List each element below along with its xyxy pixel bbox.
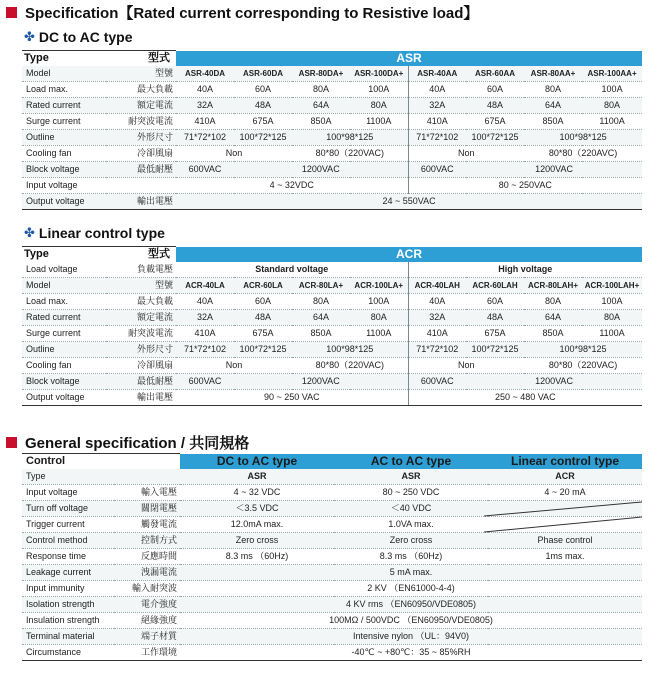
model-cell: ACR-80LAH+ — [524, 278, 582, 294]
table-cell — [106, 178, 176, 194]
table-cell: Circumstance — [22, 645, 114, 661]
table-row — [22, 597, 642, 613]
table-cell: Block voltage — [22, 162, 106, 178]
model-cell: ACR-80LA+ — [292, 278, 350, 294]
table-cell: ＜40 VDC — [334, 501, 488, 517]
table-row — [22, 454, 642, 470]
table-cell: Trigger current — [22, 517, 114, 533]
col-header-dc-ac: DC to AC type — [180, 454, 334, 470]
table-cell: 48A — [466, 310, 524, 326]
table-row — [22, 517, 642, 533]
table-row — [22, 565, 642, 581]
table-cell: 100A — [350, 82, 408, 98]
table-cell: 4 ~ 32 VDC — [180, 485, 334, 501]
table-cell: 80A — [524, 294, 582, 310]
model-cell: ASR-100AA+ — [582, 66, 642, 82]
table-row — [22, 262, 642, 278]
table-cell — [488, 501, 642, 517]
table-cell: 850A — [524, 114, 582, 130]
table-row — [22, 629, 642, 645]
table-cell: Load voltage — [22, 262, 106, 278]
table-row — [22, 469, 642, 485]
table-cell: 100*72*125 — [234, 130, 292, 146]
table-cell: Surge current — [22, 326, 106, 342]
table-cell: 80*80（220AVC) — [524, 146, 642, 162]
linear-title — [24, 225, 165, 241]
table-cell: Phase control — [488, 533, 642, 549]
table-row — [22, 310, 642, 326]
table-cell: 輸入電壓 — [114, 485, 180, 501]
table-cell: 410A — [176, 114, 234, 130]
table-cell: 80A — [524, 82, 582, 98]
table-cell: Non — [176, 358, 292, 374]
table-cell: 850A — [292, 326, 350, 342]
table-cell: 675A — [234, 114, 292, 130]
table-cell: 40A — [176, 82, 234, 98]
table-cell: 64A — [524, 98, 582, 114]
table-cell: 80 ~ 250 VDC — [334, 485, 488, 501]
table-cell: 外形尺寸 — [106, 342, 176, 358]
spec-heading — [6, 2, 478, 23]
table-row — [22, 342, 642, 358]
table-cell: Zero cross — [180, 533, 334, 549]
table-cell: Load max. — [22, 294, 106, 310]
table-row — [22, 162, 642, 178]
clover-bullet-icon: ✤ — [24, 29, 35, 44]
red-square-icon — [6, 437, 17, 448]
table-cell: 250 ~ 480 VAC — [408, 390, 642, 406]
table-cell: 型號 — [106, 278, 176, 294]
table-cell: 8.3 ms （60Hz) — [334, 549, 488, 565]
table-row — [22, 278, 642, 294]
table-cell: 24 ~ 550VAC — [176, 194, 642, 210]
table-row — [22, 533, 642, 549]
table-cell: Outline — [22, 342, 106, 358]
table-cell: Terminal material — [22, 629, 114, 645]
table-cell: 850A — [292, 114, 350, 130]
model-cell: ACR-60LA — [234, 278, 292, 294]
label-text: 型式 — [148, 52, 171, 64]
col-header-ac-ac: AC to AC type — [334, 454, 488, 470]
table-cell: ＜3.5 VDC — [180, 501, 334, 517]
table-cell: Load max. — [22, 82, 106, 98]
table-cell: 71*72*102 — [408, 130, 466, 146]
table-cell: 4 ~ 32VDC — [176, 178, 408, 194]
model-cell: ASR-40DA — [176, 66, 234, 82]
table-row — [22, 114, 642, 130]
table-row — [22, 485, 642, 501]
model-cell: ASR-60AA — [466, 66, 524, 82]
table-cell: ACR — [488, 469, 642, 485]
label-text: DC to AC type — [38, 29, 133, 45]
table-cell: Model — [22, 66, 106, 82]
table-cell: Outline — [22, 130, 106, 146]
table-cell: 12.0mA max. — [180, 517, 334, 533]
table-cell: 80*80（220VAC) — [292, 358, 408, 374]
table-row — [22, 613, 642, 629]
table-cell: 最大負載 — [106, 294, 176, 310]
table-row — [22, 326, 642, 342]
table-cell: 8.3 ms （60Hz) — [180, 549, 334, 565]
table-cell: Rated current — [22, 98, 106, 114]
dc-ac-table — [22, 50, 642, 210]
table-cell: 32A — [176, 310, 234, 326]
table-cell: 32A — [408, 310, 466, 326]
table-cell: 675A — [466, 114, 524, 130]
label-text: Type — [24, 52, 49, 64]
table-cell: 64A — [292, 310, 350, 326]
table-cell: 1200VAC — [466, 374, 642, 390]
table-cell: Zero cross — [334, 533, 488, 549]
table-cell: 48A — [234, 310, 292, 326]
table-cell: 外形尺寸 — [106, 130, 176, 146]
table-cell: 冷卻風扇 — [106, 146, 176, 162]
table-cell: 1100A — [582, 326, 642, 342]
table-cell: 48A — [466, 98, 524, 114]
table-cell: 1100A — [582, 114, 642, 130]
table-cell: 60A — [234, 294, 292, 310]
clover-bullet-icon: ✤ — [24, 225, 35, 240]
series-header: ASR — [176, 51, 642, 67]
table-cell: Block voltage — [22, 374, 106, 390]
table-cell: Input voltage — [22, 485, 114, 501]
control-header: Control — [22, 454, 180, 470]
table-cell: 100*72*125 — [466, 130, 524, 146]
table-cell: 600VAC — [176, 162, 234, 178]
table-cell: Model — [22, 278, 106, 294]
table-cell: 410A — [176, 326, 234, 342]
table-cell: 工作環境 — [114, 645, 180, 661]
table-cell: 80A — [582, 98, 642, 114]
table-row — [22, 390, 642, 406]
table-cell: -40℃ ~ +80℃：35 ~ 85%RH — [180, 645, 642, 661]
table-cell: 850A — [524, 326, 582, 342]
table-cell: 60A — [466, 294, 524, 310]
table-cell: 40A — [408, 82, 466, 98]
table-cell: 1200VAC — [234, 374, 408, 390]
table-cell: 80A — [582, 310, 642, 326]
table-cell: 80*80（220VAC) — [292, 146, 408, 162]
table-cell: 負載電壓 — [106, 262, 176, 278]
label-text: Type — [24, 248, 49, 260]
table-cell: 100*98*125 — [524, 342, 642, 358]
table-cell: 80*80（220VAC) — [524, 358, 642, 374]
table-cell: 71*72*102 — [176, 342, 234, 358]
table-cell: 71*72*102 — [408, 342, 466, 358]
table-cell: 410A — [408, 114, 466, 130]
table-cell: Rated current — [22, 310, 106, 326]
table-cell: High voltage — [408, 262, 642, 278]
table-row — [22, 501, 642, 517]
table-cell: 1ms max. — [488, 549, 642, 565]
table-row — [22, 581, 642, 597]
model-cell: ACR-60LAH — [466, 278, 524, 294]
label-text: 型式 — [148, 248, 171, 260]
table-cell: 32A — [176, 98, 234, 114]
model-cell: ASR-40AA — [408, 66, 466, 82]
table-row — [22, 146, 642, 162]
table-cell: 1200VAC — [234, 162, 408, 178]
series-header: ACR — [176, 247, 642, 263]
table-cell: 輸入耐突波 — [114, 581, 180, 597]
table-cell: 100*98*125 — [524, 130, 642, 146]
table-cell: Non — [176, 146, 292, 162]
table-cell: 675A — [466, 326, 524, 342]
table-cell: 冷卻風扇 — [106, 358, 176, 374]
table-cell: 80A — [292, 294, 350, 310]
table-cell: 60A — [234, 82, 292, 98]
table-cell: 90 ~ 250 VAC — [176, 390, 408, 406]
model-cell: ASR-80AA+ — [524, 66, 582, 82]
table-cell: 80A — [350, 98, 408, 114]
table-cell: Insulation strength — [22, 613, 114, 629]
red-square-icon — [6, 7, 17, 18]
table-cell: 輸出電壓 — [106, 194, 176, 210]
table-cell: 80 ~ 250VAC — [408, 178, 642, 194]
table-row — [22, 82, 642, 98]
table-cell: 100*98*125 — [292, 342, 408, 358]
table-cell: Leakage current — [22, 565, 114, 581]
table-cell: 耐突波電流 — [106, 114, 176, 130]
table-row — [22, 51, 642, 67]
model-cell: ASR-80DA+ — [292, 66, 350, 82]
label-text: Specification【Rated current corresponding to Resistive load】 — [25, 5, 479, 22]
table-row — [22, 247, 642, 263]
table-cell: 100A — [582, 294, 642, 310]
model-cell: ACR-100LA+ — [350, 278, 408, 294]
model-cell: ACR-40LA — [176, 278, 234, 294]
table-cell: 最大負載 — [106, 82, 176, 98]
dc-ac-title — [24, 29, 133, 45]
table-cell: 100*72*125 — [466, 342, 524, 358]
table-cell: 絕緣強度 — [114, 613, 180, 629]
general-table — [22, 453, 642, 661]
table-cell: Input immunity — [22, 581, 114, 597]
table-cell: Input voltage — [22, 178, 106, 194]
label-text: General specification / 共同規格 — [25, 435, 250, 452]
table-cell: 410A — [408, 326, 466, 342]
table-cell: ASR — [180, 469, 334, 485]
table-cell: 反應時間 — [114, 549, 180, 565]
table-cell: 控制方式 — [114, 533, 180, 549]
model-cell: ACR-40LAH — [408, 278, 466, 294]
table-cell: Turn off voltage — [22, 501, 114, 517]
table-cell: Cooling fan — [22, 358, 106, 374]
table-cell: Response time — [22, 549, 114, 565]
table-cell: 1200VAC — [466, 162, 642, 178]
table-cell: 600VAC — [176, 374, 234, 390]
table-cell: Output voltage — [22, 194, 106, 210]
table-cell: 1100A — [350, 326, 408, 342]
table-cell: 耐突波電流 — [106, 326, 176, 342]
table-row — [22, 130, 642, 146]
table-row — [22, 645, 642, 661]
table-cell: 32A — [408, 98, 466, 114]
table-row — [22, 178, 642, 194]
table-cell: Intensive nylon （UL：94V0) — [180, 629, 642, 645]
table-cell: 600VAC — [408, 162, 466, 178]
table-cell: 洩漏電流 — [114, 565, 180, 581]
table-cell: Standard voltage — [176, 262, 408, 278]
table-cell: 額定電流 — [106, 310, 176, 326]
table-cell: 觸發電流 — [114, 517, 180, 533]
table-cell: Output voltage — [22, 390, 106, 406]
label-text: Linear control type — [38, 225, 165, 241]
table-cell: 100*98*125 — [292, 130, 408, 146]
model-cell: ASR-60DA — [234, 66, 292, 82]
model-cell: ASR-100DA+ — [350, 66, 408, 82]
table-cell: 型號 — [106, 66, 176, 82]
table-row — [22, 374, 642, 390]
table-cell: 輸出電壓 — [106, 390, 176, 406]
col-header-linear: Linear control type — [488, 454, 642, 470]
table-row — [22, 66, 642, 82]
table-cell: 關閉電壓 — [114, 501, 180, 517]
table-cell: 額定電流 — [106, 98, 176, 114]
model-cell: ACR-100LAH+ — [582, 278, 642, 294]
table-cell: Control method — [22, 533, 114, 549]
table-cell: 71*72*102 — [176, 130, 234, 146]
linear-table — [22, 246, 642, 406]
table-cell: 4 KV rms （EN60950/VDE0805) — [180, 597, 642, 613]
table-row — [22, 549, 642, 565]
table-cell: 60A — [466, 82, 524, 98]
table-cell: 40A — [176, 294, 234, 310]
table-cell: 64A — [524, 310, 582, 326]
table-cell: 最低耐壓 — [106, 162, 176, 178]
table-cell: 80A — [350, 310, 408, 326]
table-cell: 1.0VA max. — [334, 517, 488, 533]
table-cell: Type — [22, 469, 114, 485]
table-row — [22, 294, 642, 310]
table-cell: 48A — [234, 98, 292, 114]
table-cell: 80A — [292, 82, 350, 98]
table-row — [22, 194, 642, 210]
table-cell: 5 mA max. — [180, 565, 642, 581]
table-cell: 100MΩ / 500VDC （EN60950/VDE0805) — [180, 613, 642, 629]
table-cell: ASR — [334, 469, 488, 485]
table-cell: Isolation strength — [22, 597, 114, 613]
table-row — [22, 98, 642, 114]
table-cell: 40A — [408, 294, 466, 310]
table-cell: 4 ~ 20 mA — [488, 485, 642, 501]
table-row — [22, 358, 642, 374]
table-cell — [488, 517, 642, 533]
table-cell: 64A — [292, 98, 350, 114]
table-cell: Non — [408, 146, 524, 162]
table-cell: Cooling fan — [22, 146, 106, 162]
table-cell: 最低耐壓 — [106, 374, 176, 390]
table-cell: Surge current — [22, 114, 106, 130]
table-cell: 電介強度 — [114, 597, 180, 613]
table-cell: 100A — [582, 82, 642, 98]
table-cell: 2 KV （EN61000-4-4) — [180, 581, 642, 597]
table-cell: Non — [408, 358, 524, 374]
type-header — [22, 51, 176, 67]
table-cell: 600VAC — [408, 374, 466, 390]
type-header — [22, 247, 176, 263]
table-cell: 100A — [350, 294, 408, 310]
table-cell: 100*72*125 — [234, 342, 292, 358]
table-cell: 1100A — [350, 114, 408, 130]
general-heading — [6, 432, 249, 453]
table-cell — [114, 469, 180, 485]
table-cell: 675A — [234, 326, 292, 342]
table-cell: 端子材質 — [114, 629, 180, 645]
